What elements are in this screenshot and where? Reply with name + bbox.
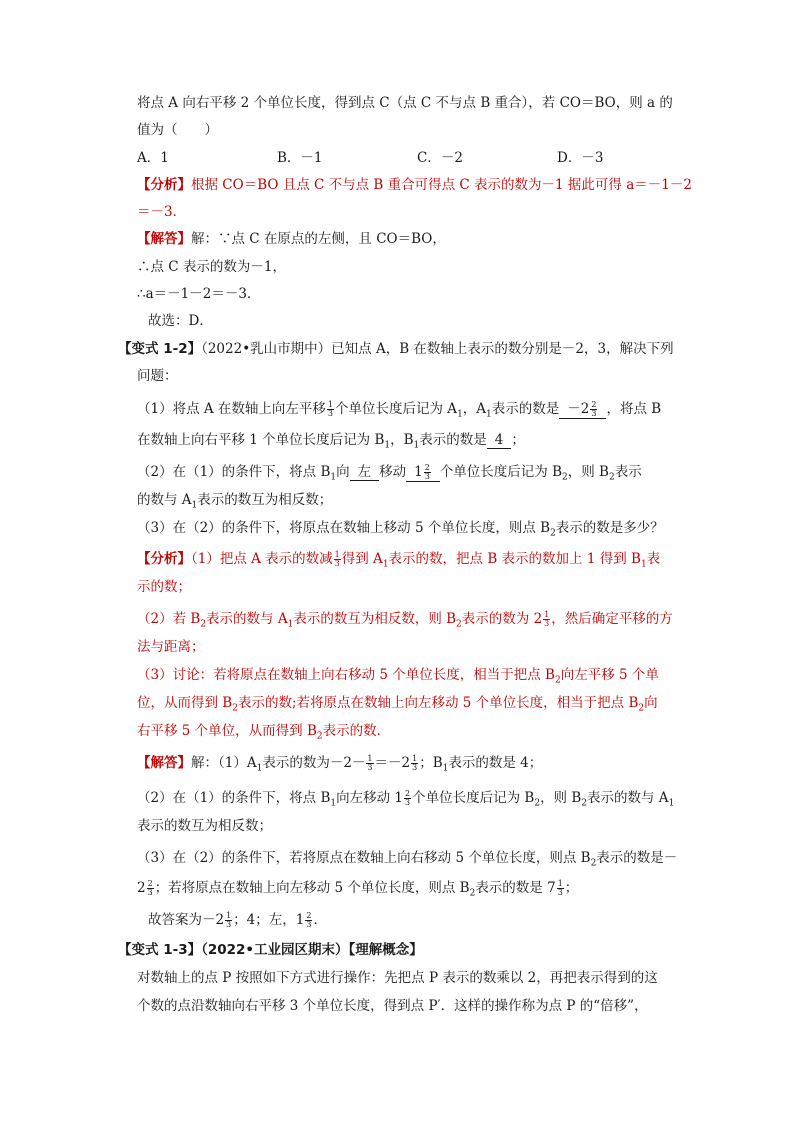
q1-answer-4: 故选：D．	[148, 313, 213, 329]
q2-part3: （3）在（2）的条件下，将原点在数轴上移动 5 个单位长度，则点 $B_2$表示的数是多少？	[137, 520, 664, 539]
q3-line-2: 个数的点沿数轴向右平移 3 个单位长度，得到点 P′．这样的操作称为点 P 的“倍移”，	[137, 998, 648, 1014]
q2-analysis-3: （2）若 $B_2$表示的数与 $A_1$表示的数互为相反数，则 $B_2$表示的数为 2 $\frac{1}{3}$ ，然后确定平移的方	[137, 610, 673, 630]
option-d[interactable]: D．－3	[557, 150, 604, 166]
q2-part2-line2: 的数与 $A_1$表示的数互为相反数；	[137, 492, 333, 511]
q3-line-1: 对数轴上的点 P 按照如下方式进行操作：先把点 P 表示的数乘以 2，再把表示得到的这	[137, 970, 658, 986]
q1-answer-2: ∴点 C 表示的数为－1，	[137, 259, 287, 275]
q2-analysis-4: 法与距离；	[137, 639, 205, 655]
q2-analysis-2: 示的数；	[137, 579, 191, 595]
q2-analysis-6: 位，从而得到 $B_2$表示的数;若将原点在数轴上向左移动 5 个单位长度，相当于把点 $B_2$向	[137, 695, 658, 714]
q2-solution-5: 2 $\frac{2}{3}$ ；若将原点在数轴上向左移动 5 个单位长度，则点 $B_2$表示的数是 7 $\frac{1}{3}$ ；	[137, 879, 579, 899]
q2-analysis-7: 右平移 5 个单位，从而得到 $B_2$表示的数．	[137, 723, 391, 742]
answer-blank-4: 1 $\frac{2}{3}$	[406, 464, 440, 482]
q1-analysis-2: ＝－3．	[137, 204, 187, 220]
q2-part2-line1: （2）在（1）的条件下，将点 $B_1$向 左 移动 1 $\frac{2}{3}$ 个单位长度后记为 $B_2$，则 $B_2$表示	[137, 463, 642, 483]
q1-options	[137, 148, 697, 168]
q2-analysis-1: 【分析】（1）把点 A 表示的数减 $\frac{1}{3}$ 得到 $A_1$表示的数，把点 B 表示的数加上 1 得到 $B_1$表	[137, 550, 661, 570]
answer-blank-3: 左	[350, 464, 380, 481]
q1-answer-3: ∴a＝－1－2＝－3．	[137, 286, 261, 302]
q1-line-1: 将点 A 向右平移 2 个单位长度，得到点 C（点 C 不与点 B 重合），若 CO＝BO，则 a 的	[137, 95, 673, 111]
option-a[interactable]: A．1	[137, 150, 169, 166]
q2-part1-line1: （1）将点 A 在数轴上向左平移 $\frac{1}{3}$ 个单位长度后记为 $A_1$，$A_1$表示的数是 －2 $\frac{2}{3}$ ，将点 B	[137, 400, 662, 420]
q1-analysis-1: 【分析】根据 CO＝BO 且点 C 不与点 B 重合可得点 C 表示的数为－1 据此可得 a＝－1－2	[137, 177, 692, 193]
q2-part1-line2: 在数轴上向右平移 1 个单位长度后记为 $B_1$，$B_1$表示的数是 4 ；	[137, 432, 525, 451]
q2-intro-2: 问题：	[137, 368, 178, 384]
q2-solution-4: （3）在（2）的条件下，若将原点在数轴上向右移动 5 个单位长度，则点 $B_2$表示的数是－	[137, 850, 678, 869]
q2-solution-1: 【解答】解：$(1)A_1$表示的数为－2－ $\frac{1}{3}$ ＝－2 $\frac{1}{3}$ ；$B_1$表示的数是 4；	[137, 754, 543, 774]
option-b[interactable]: B．－1	[277, 150, 323, 166]
answer-blank-1: －2 $\frac{2}{3}$	[559, 401, 606, 419]
q2-solution-2: （2）在（1）的条件下，将点 $B_1$向左移动 1 $\frac{2}{3}$ 个单位长度后记为 $B_2$，则 $B_2$表示的数与 $A_1$	[137, 789, 675, 809]
answer-blank-2: 4	[487, 432, 512, 449]
q2-solution-3: 表示的数互为相反数；	[137, 818, 272, 834]
q3-intro: 【变式 1-3】（2022•工业园区期末）【理解概念】	[118, 942, 423, 958]
q2-intro-1: 【变式 1-2】（2022•乳山市期中）已知点 A，B 在数轴上表示的数分别是－2，3，解决下列	[118, 341, 674, 357]
q2-final-answer: 故答案为－2 $\frac{1}{3}$ ；4；左，1 $\frac{2}{3}$ ．	[148, 911, 327, 929]
q2-analysis-5: （3）讨论：若将原点在数轴上向右移动 5 个单位长度，相当于把点 $B_2$向左平移 5 个单	[137, 667, 659, 686]
option-c[interactable]: C．－2	[417, 150, 463, 166]
q1-line-2: 值为（ ）	[137, 122, 218, 138]
q1-answer-1: 【解答】解：∵点 C 在原点的左侧，且 CO＝BO，	[137, 231, 446, 247]
